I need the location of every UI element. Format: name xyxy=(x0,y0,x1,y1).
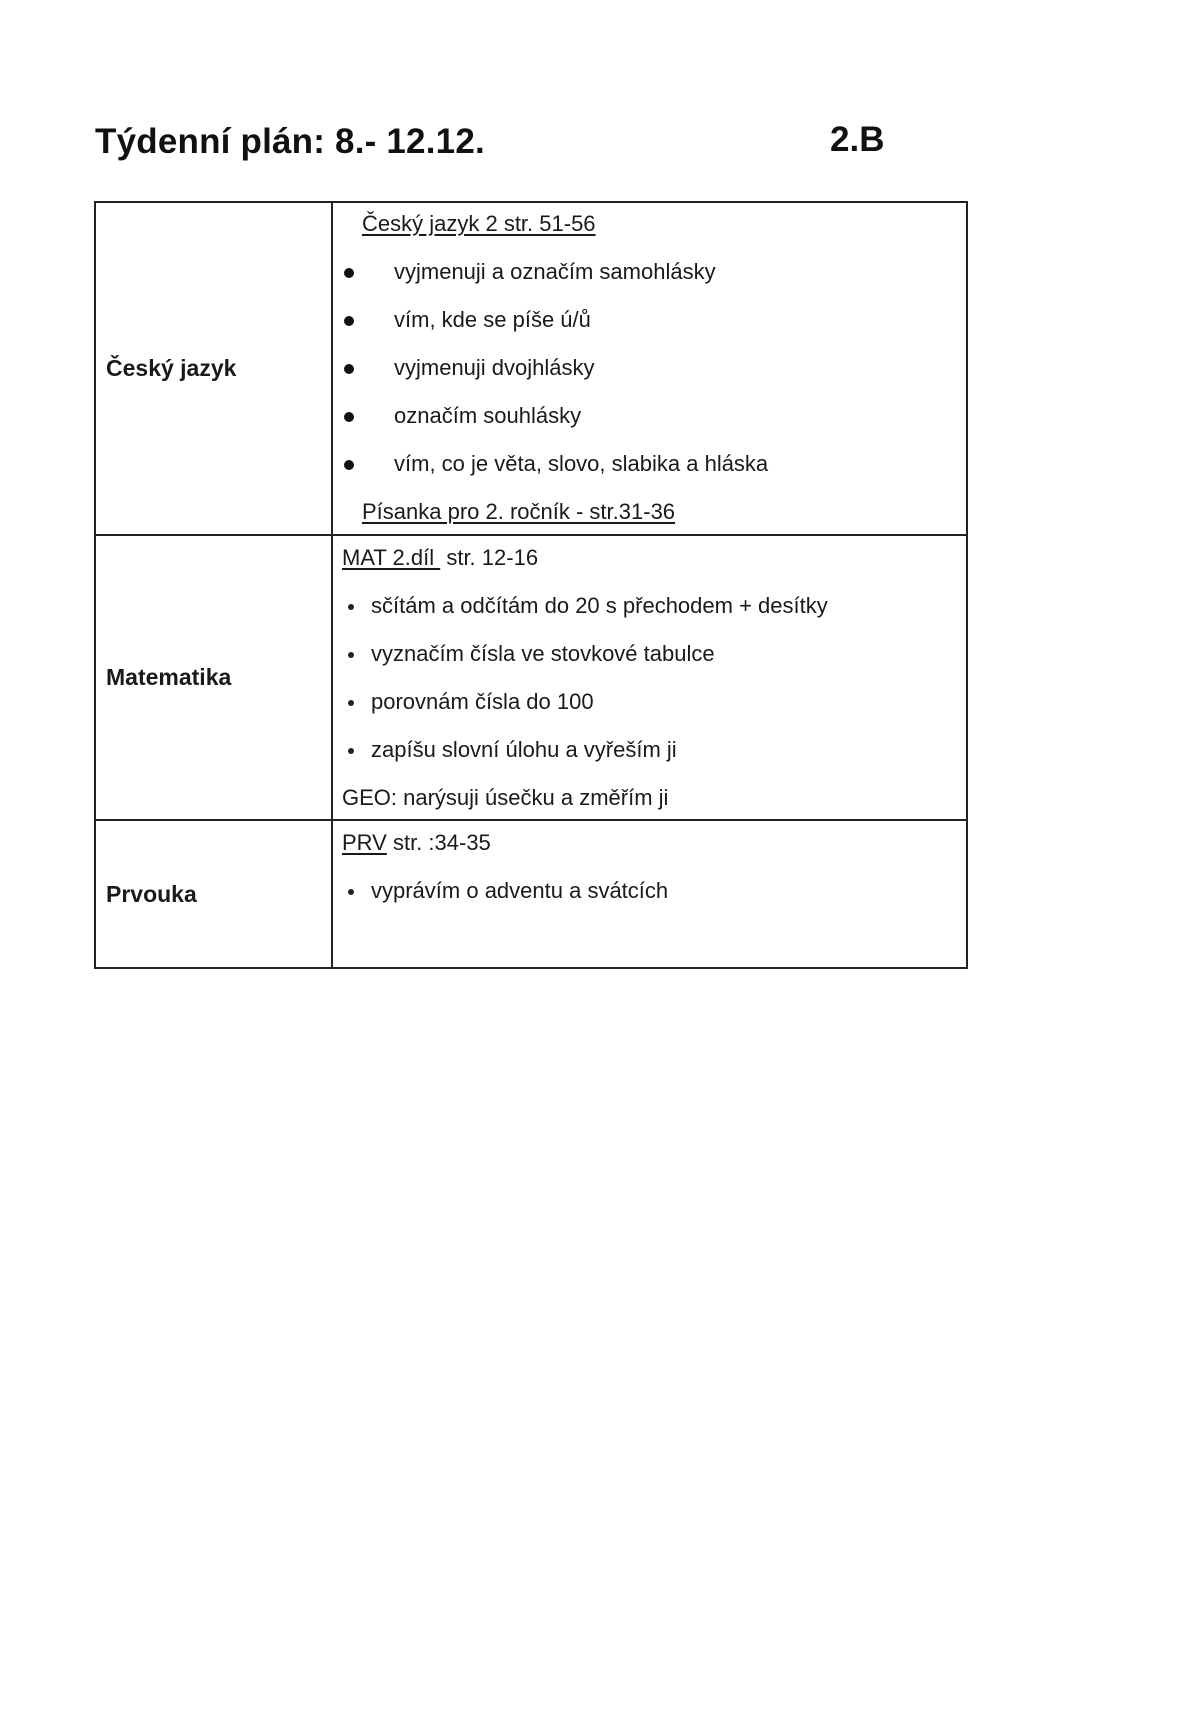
content-cell xyxy=(333,536,966,819)
list-item: vím, co je věta, slovo, slabika a hláska xyxy=(342,449,966,497)
list-item: vyznačím čísla ve stovkové tabulce xyxy=(342,639,966,687)
list-item: zapíšu slovní úlohu a vyřeším ji xyxy=(342,735,966,783)
list-item: označím souhlásky xyxy=(342,401,966,449)
list-item: vyjmenuji a označím samohlásky xyxy=(342,257,966,305)
table-row-cesky-jazyk xyxy=(96,203,966,534)
subject-name: Český jazyk xyxy=(106,355,237,381)
bullet-icon xyxy=(344,268,354,278)
subject-cell xyxy=(96,821,333,967)
weekly-plan-table xyxy=(94,201,968,969)
content-cell xyxy=(333,821,966,967)
textbook-reference: MAT 2.díl str. 12-16 xyxy=(342,545,539,570)
workbook-reference: Písanka pro 2. ročník - str.31-36 xyxy=(362,499,676,524)
geometry-note: GEO: narýsuji úsečku a změřím ji xyxy=(342,785,669,810)
subject-cell xyxy=(96,203,333,534)
bullet-icon xyxy=(344,316,354,326)
bullet-icon xyxy=(348,889,354,895)
content-cell xyxy=(333,203,966,534)
list-item: vím, kde se píše ú/ů xyxy=(342,305,966,353)
list-item: sčítám a odčítám do 20 s přechodem + desítky xyxy=(342,591,966,639)
bullet-icon xyxy=(348,748,354,754)
list-item: vyjmenuji dvojhlásky xyxy=(342,353,966,401)
subject-name: Prvouka xyxy=(106,880,197,907)
table-row-matematika xyxy=(96,534,966,819)
bullet-icon xyxy=(344,460,354,470)
bullet-icon xyxy=(348,604,354,610)
page-title: Týdenní plán: 8.- 12.12. xyxy=(95,122,485,161)
list-item: porovnám čísla do 100 xyxy=(342,687,966,735)
list-item: vyprávím o adventu a svátcích xyxy=(342,876,966,924)
class-label: 2.B xyxy=(830,120,885,159)
textbook-reference: Český jazyk 2 str. 51-56 xyxy=(362,211,596,236)
bullet-icon xyxy=(344,412,354,422)
subject-cell xyxy=(96,536,333,819)
table-row-prvouka xyxy=(96,819,966,967)
bullet-icon xyxy=(348,700,354,706)
subject-name: Matematika xyxy=(106,664,232,690)
bullet-icon xyxy=(348,652,354,658)
textbook-reference: PRV str. :34-35 xyxy=(342,830,491,855)
bullet-icon xyxy=(344,364,354,374)
